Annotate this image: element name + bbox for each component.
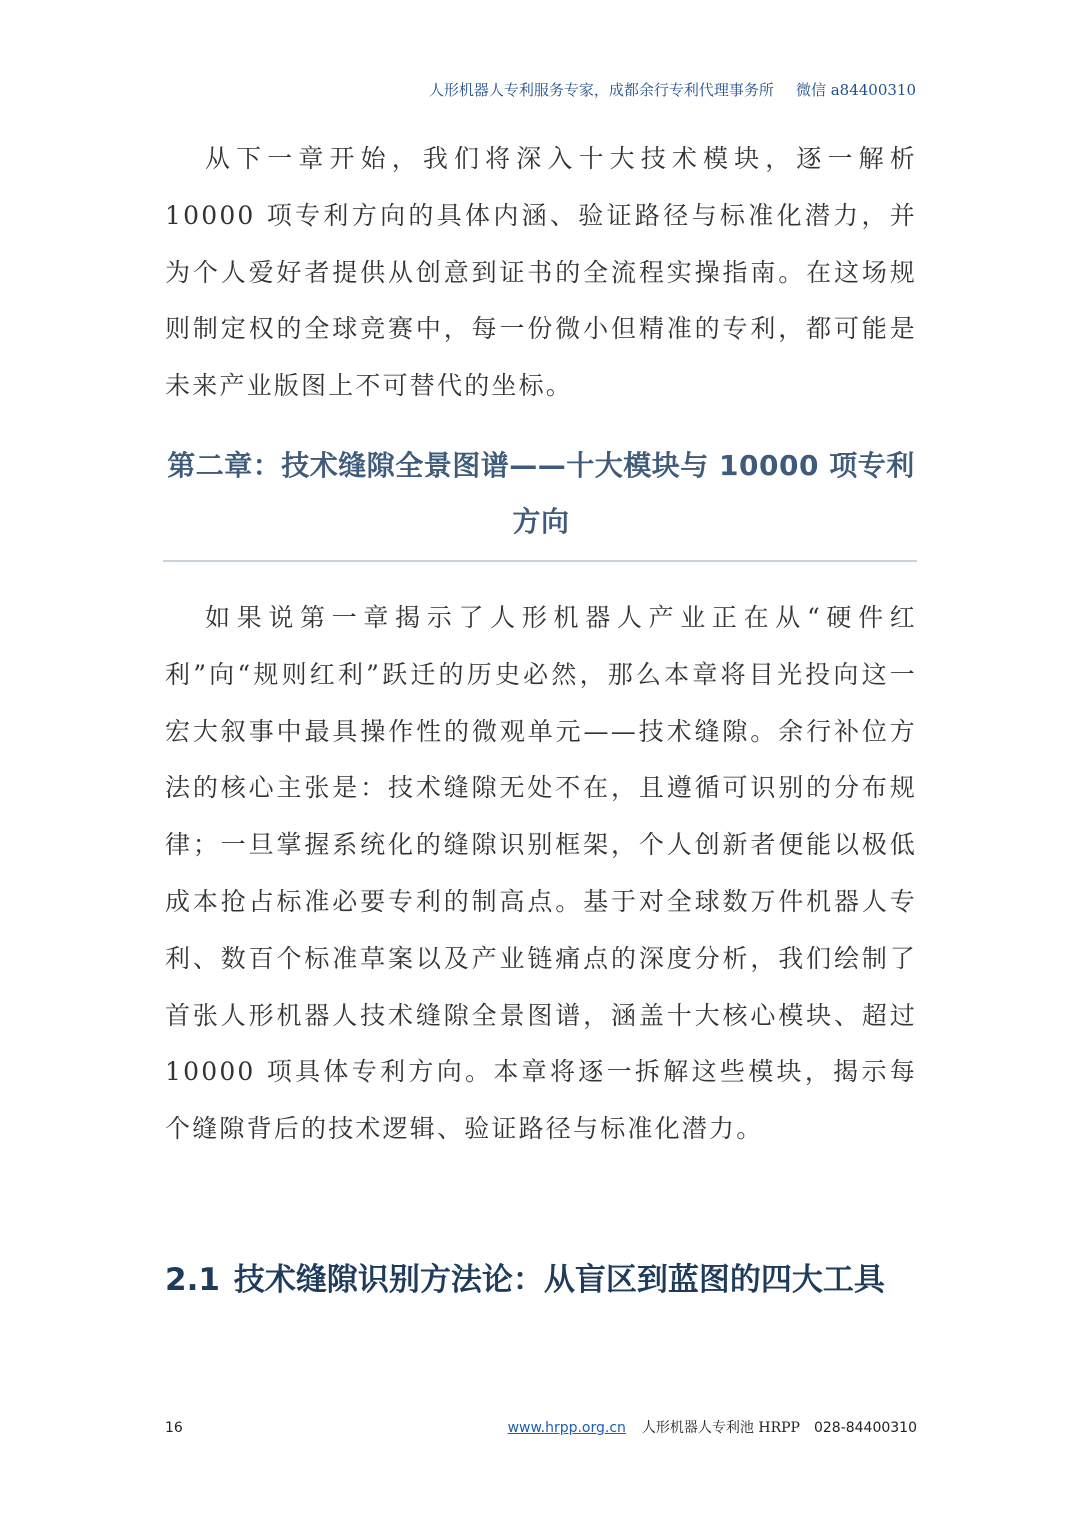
website-link[interactable]: www.hrpp.org.cn <box>507 1420 626 1436</box>
header-tagline: 人形机器人专利服务专家，成都余行专利代理事务所 <box>428 81 774 99</box>
section-title: 技术缝隙识别方法论：从盲区到蓝图的四大工具 <box>233 1262 885 1298</box>
body-paragraph-intro: 从下一章开始，我们将深入十大技术模块，逐一解析 10000 项专利方向的具体内涵、验证路径与标准化潜力，并为个人爱好者提供从创意到证书的全流程实操指南。在这场规则制定权的全球竞赛中，每一份微小但精准的专利，都可能是未来产业版图上不可替代的坐标。 <box>165 144 917 401</box>
section-heading <box>165 1255 925 1305</box>
body-paragraph-chapter: 如果说第一章揭示了人形机器人产业正在从“硬件红利”向“规则红利”跃迁的历史必然，那么本章将目光投向这一宏大叙事中最具操作性的微观单元——技术缝隙。余行补位方法的核心主张是：技术缝隙无处不在，且遵循可识别的分布规律；一旦掌握系统化的缝隙识别框架，个人创新者便能以极低成本抢占标准必要专利的制高点。基于对全球数万件机器人专利、数百个标准草案以及产业链痛点的深度分析，我们绘制了首张人形机器人技术缝隙全景图谱，涵盖十大核心模块、超过 10000 项具体专利方向。本章将逐一拆解这些模块，揭示每个缝隙背后的技术逻辑、验证路径与标准化潜力。 <box>165 603 917 1144</box>
chapter-divider <box>163 560 917 562</box>
page-footer <box>508 1418 917 1438</box>
page-number: 16 <box>165 1420 183 1436</box>
chapter-title: 第二章：技术缝隙全景图谱——十大模块与 10000 项专利方向 <box>167 449 915 538</box>
section-number: 2.1 <box>165 1262 220 1298</box>
footer-pool-name: 人形机器人专利池 HRPP <box>641 1420 800 1436</box>
header-wechat: 微信 a84400310 <box>795 81 916 99</box>
footer-phone: 028-84400310 <box>813 1420 917 1436</box>
page-header <box>429 79 916 101</box>
